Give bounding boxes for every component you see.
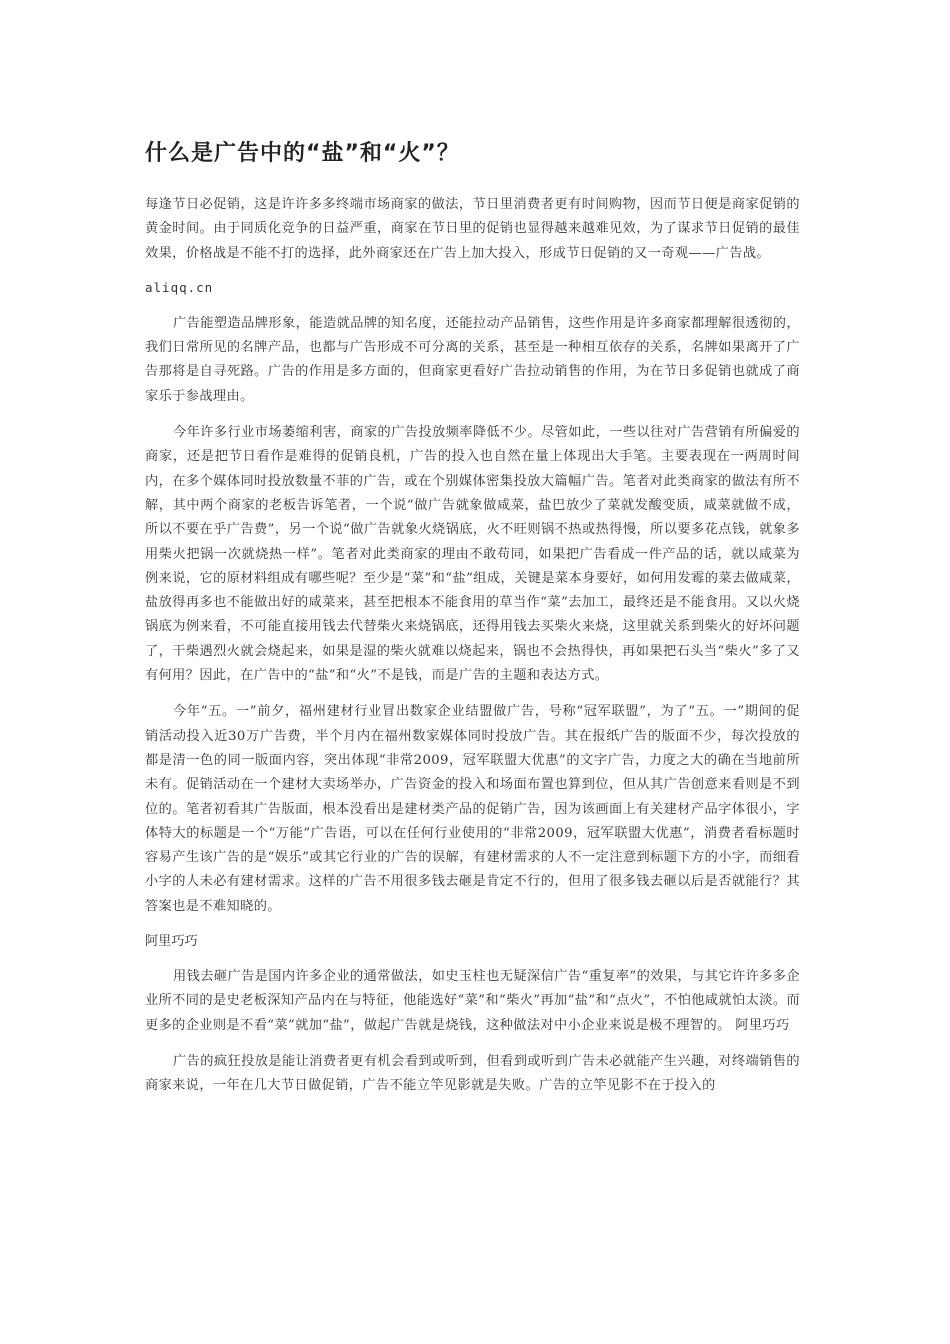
body-paragraph-3: 今年“五。一”前夕，福州建材行业冒出数家企业结盟做广告，号称“冠军联盟”，为了“五。一”期间的促销活动投入近30万广告费，半个月内在福州数家媒体同时投放广告。其在报纸广告的版面不少，每次投放的都是清一色的同一版面内容，突出体现“非常2009，冠军联盟大优惠”的文字广告，力度之大的确在当地前所未有。促销活动在一个建材大卖场举办，广告资金的投入和场面布置也算到位，但从其广告创意来看则是不到位的。笔者初看其广告版面，根本没看出是建材类产品的促销广告，因为该画面上有关建材产品字体很小，字体特大的标题是一个“万能”广告语，可以在任何行业使用的“非常2009，冠军联盟大优惠”，消费者看标题时容易产生该广告的是“娱乐”或其它行业的广告的误解，有建材需求的人不一定注意到标题下方的小字，而细看小字的人未必有建材需求。这样的广告不用很多钱去砸是肯定不行的，但用了很多钱去砸以后是否就能行？其答案也是不难知晓的。: [145, 704, 800, 914]
source-text: aliqq.cn: [145, 279, 214, 295]
intro-paragraph: 每逢节日必促销，这是许许多多终端市场商家的做法，节日里消费者更有时间购物，因而节日便是商家促销的黄金时间。由于同质化竞争的日益严重，商家在节日里的促销也显得越来越难见效，为了谋求节日促销的最佳效果，价格战是不能不打的选择，此外商家还在广告上加大投入，形成节日促销的又一奇观——广告战。: [145, 197, 800, 261]
document-page: [145, 128, 800, 1111]
source-text-2: 阿里巧巧: [145, 934, 198, 950]
body-paragraph-5: 广告的疯狂投放是能让消费者更有机会看到或听到，但看到或听到广告未必就能产生兴趣，对终端销售的商家来说，一年在几大节日做促销，广告不能立竿见影就是失败。广告的立竿见影不在于投入的: [145, 1053, 800, 1094]
body-paragraph-2: 今年许多行业市场萎缩利害，商家的广告投放频率降低不少。尽管如此，一些以往对广告营销有所偏爱的商家，还是把节日看作是难得的促销良机，广告的投入也自然在量上体现出大手笔。主要表现在一两周时间内，在多个媒体同时投放数量不菲的广告，或在个别媒体密集投放大篇幅广告。笔者对此类商家的做法有所不解，其中两个商家的老板告诉笔者，一个说“做广告就象做咸菜，盐巴放少了菜就发酸变质，咸菜就做不成，所以不要在乎广告费”，另一个说“做广告就象火烧锅底，火不旺则锅不热或热得慢，所以要多花点钱，就象多用柴火把锅一次就烧热一样”。笔者对此类商家的理由不敢苟同，如果把广告看成一件产品的话，就以咸菜为例来说，它的原材料组成有哪些呢？至少是“菜”和“盐”组成，关键是菜本身要好，如何用发霉的菜去做咸菜，盐放得再多也不能做出好的咸菜来，甚至把根本不能食用的草当作“菜”去加工，最终还是不能食用。又以火烧锅底为例来看，不可能直接用钱去代替柴火来烧锅底，还得用钱去买柴火来烧，这里就关系到柴火的好坏问题了，干柴遇烈火就会烧起来，如果是湿的柴火就难以烧起来，锅也不会热得快，再如果把石头当“柴火”多了又有何用？因此，在广告中的“盐”和“火”不是钱，而是广告的主题和表达方式。: [145, 425, 800, 684]
body-paragraph-1: 广告能塑造品牌形象，能造就品牌的知名度，还能拉动产品销售，这些作用是许多商家都理解很透彻的，我们日常所见的名牌产品，也都与广告形成不可分离的关系，甚至是一种相互依存的关系，名牌如果离开了广告那将是自寻死路。广告的作用是多方面的，但商家更看好广告拉动销售的作用，为在节日多促销也就成了商家乐于参战理由。: [145, 315, 800, 404]
body-paragraph-4: 用钱去砸广告是国内许多企业的通常做法，如史玉柱也无疑深信广告“重复率”的效果，与其它许许多多企业所不同的是史老板深知产品内在与特征，他能选好“菜”和“柴火”再加“盐”和“点火”，不怕他咸就怕太淡。而更多的企业则是不看“菜”就加“盐”，做起广告就是烧钱，这种做法对中小企业来说是极不理智的。 阿里巧巧: [145, 969, 800, 1033]
article-title: 什么是广告中的“盐”和“火”？: [145, 141, 460, 166]
